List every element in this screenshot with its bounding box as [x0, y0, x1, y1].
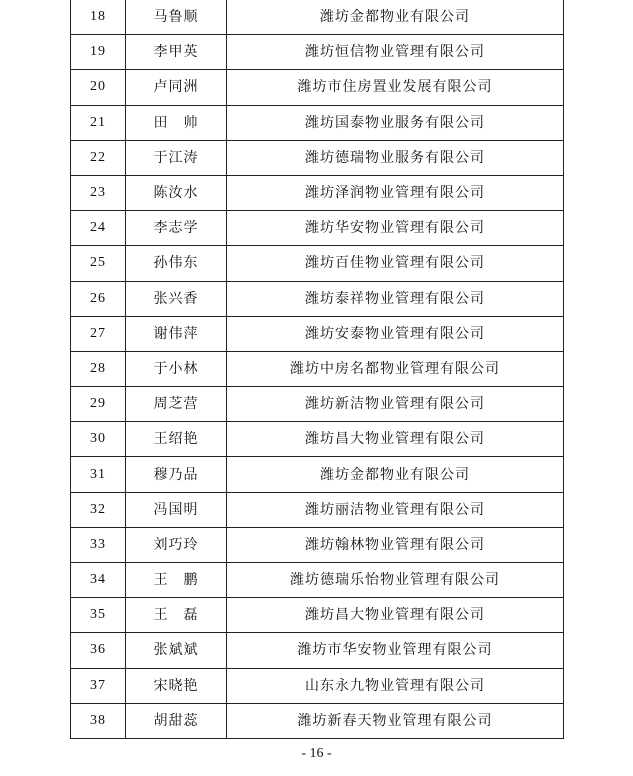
person-name-cell: 孙伟东	[126, 246, 227, 281]
row-number-cell: 31	[71, 457, 126, 492]
person-name-cell: 刘巧玲	[126, 527, 227, 562]
person-name-cell: 马鲁顺	[126, 0, 227, 35]
person-name-cell: 陈汝水	[126, 175, 227, 210]
row-number-cell: 25	[71, 246, 126, 281]
company-name-cell: 潍坊百佳物业管理有限公司	[227, 246, 564, 281]
company-name-cell: 潍坊泽润物业管理有限公司	[227, 175, 564, 210]
person-name-cell: 于小林	[126, 351, 227, 386]
company-name-cell: 潍坊国泰物业服务有限公司	[227, 105, 564, 140]
table-row	[71, 703, 564, 738]
table-row	[71, 281, 564, 316]
person-name-cell: 穆乃品	[126, 457, 227, 492]
table-row	[71, 598, 564, 633]
table-row	[71, 457, 564, 492]
table-row	[71, 316, 564, 351]
company-name-cell: 潍坊德瑞乐怡物业管理有限公司	[227, 563, 564, 598]
company-name-cell: 潍坊安泰物业管理有限公司	[227, 316, 564, 351]
person-name-cell: 宋晓艳	[126, 668, 227, 703]
row-number-cell: 33	[71, 527, 126, 562]
person-name-cell: 冯国明	[126, 492, 227, 527]
table-row	[71, 527, 564, 562]
company-name-cell: 潍坊新洁物业管理有限公司	[227, 387, 564, 422]
table-row	[71, 35, 564, 70]
company-name-cell: 潍坊华安物业管理有限公司	[227, 211, 564, 246]
company-name-cell: 潍坊中房名都物业管理有限公司	[227, 351, 564, 386]
table-row	[71, 668, 564, 703]
row-number-cell: 28	[71, 351, 126, 386]
row-number-cell: 20	[71, 70, 126, 105]
row-number-cell: 23	[71, 175, 126, 210]
company-name-cell: 潍坊昌大物业管理有限公司	[227, 598, 564, 633]
row-number-cell: 34	[71, 563, 126, 598]
company-name-cell: 潍坊昌大物业管理有限公司	[227, 422, 564, 457]
row-number-cell: 37	[71, 668, 126, 703]
row-number-cell: 38	[71, 703, 126, 738]
company-name-cell: 潍坊金都物业有限公司	[227, 457, 564, 492]
person-name-cell: 王 磊	[126, 598, 227, 633]
person-name-cell: 张斌斌	[126, 633, 227, 668]
person-name-cell: 于江涛	[126, 140, 227, 175]
row-number-cell: 24	[71, 211, 126, 246]
row-number-cell: 26	[71, 281, 126, 316]
table-row	[71, 0, 564, 35]
person-name-cell: 谢伟萍	[126, 316, 227, 351]
row-number-cell: 22	[71, 140, 126, 175]
company-name-cell: 潍坊市住房置业发展有限公司	[227, 70, 564, 105]
company-name-cell: 潍坊丽洁物业管理有限公司	[227, 492, 564, 527]
company-name-cell: 潍坊恒信物业管理有限公司	[227, 35, 564, 70]
row-number-cell: 29	[71, 387, 126, 422]
company-name-cell: 潍坊市华安物业管理有限公司	[227, 633, 564, 668]
person-name-cell: 周芝营	[126, 387, 227, 422]
person-name-cell: 王绍艳	[126, 422, 227, 457]
company-name-cell: 潍坊新春天物业管理有限公司	[227, 703, 564, 738]
table-row	[71, 175, 564, 210]
row-number-cell: 36	[71, 633, 126, 668]
table-row	[71, 211, 564, 246]
roster-table	[70, 0, 564, 739]
row-number-cell: 21	[71, 105, 126, 140]
table-row	[71, 70, 564, 105]
person-name-cell: 张兴香	[126, 281, 227, 316]
company-name-cell: 潍坊金都物业有限公司	[227, 0, 564, 35]
table-row	[71, 633, 564, 668]
table-row	[71, 387, 564, 422]
table-row	[71, 105, 564, 140]
company-name-cell: 潍坊翰林物业管理有限公司	[227, 527, 564, 562]
table-row	[71, 563, 564, 598]
person-name-cell: 李甲英	[126, 35, 227, 70]
table-row	[71, 492, 564, 527]
page-number: - 16 -	[301, 746, 332, 761]
table-row	[71, 140, 564, 175]
row-number-cell: 18	[71, 0, 126, 35]
person-name-cell: 胡甜蕊	[126, 703, 227, 738]
person-name-cell: 王 鹏	[126, 563, 227, 598]
table-row	[71, 422, 564, 457]
table-row	[71, 246, 564, 281]
person-name-cell: 李志学	[126, 211, 227, 246]
company-name-cell: 潍坊德瑞物业服务有限公司	[227, 140, 564, 175]
roster-table-body	[71, 0, 564, 738]
table-row	[71, 351, 564, 386]
company-name-cell: 潍坊泰祥物业管理有限公司	[227, 281, 564, 316]
row-number-cell: 19	[71, 35, 126, 70]
row-number-cell: 30	[71, 422, 126, 457]
person-name-cell: 卢同洲	[126, 70, 227, 105]
row-number-cell: 32	[71, 492, 126, 527]
person-name-cell: 田 帅	[126, 105, 227, 140]
company-name-cell: 山东永九物业管理有限公司	[227, 668, 564, 703]
row-number-cell: 27	[71, 316, 126, 351]
row-number-cell: 35	[71, 598, 126, 633]
